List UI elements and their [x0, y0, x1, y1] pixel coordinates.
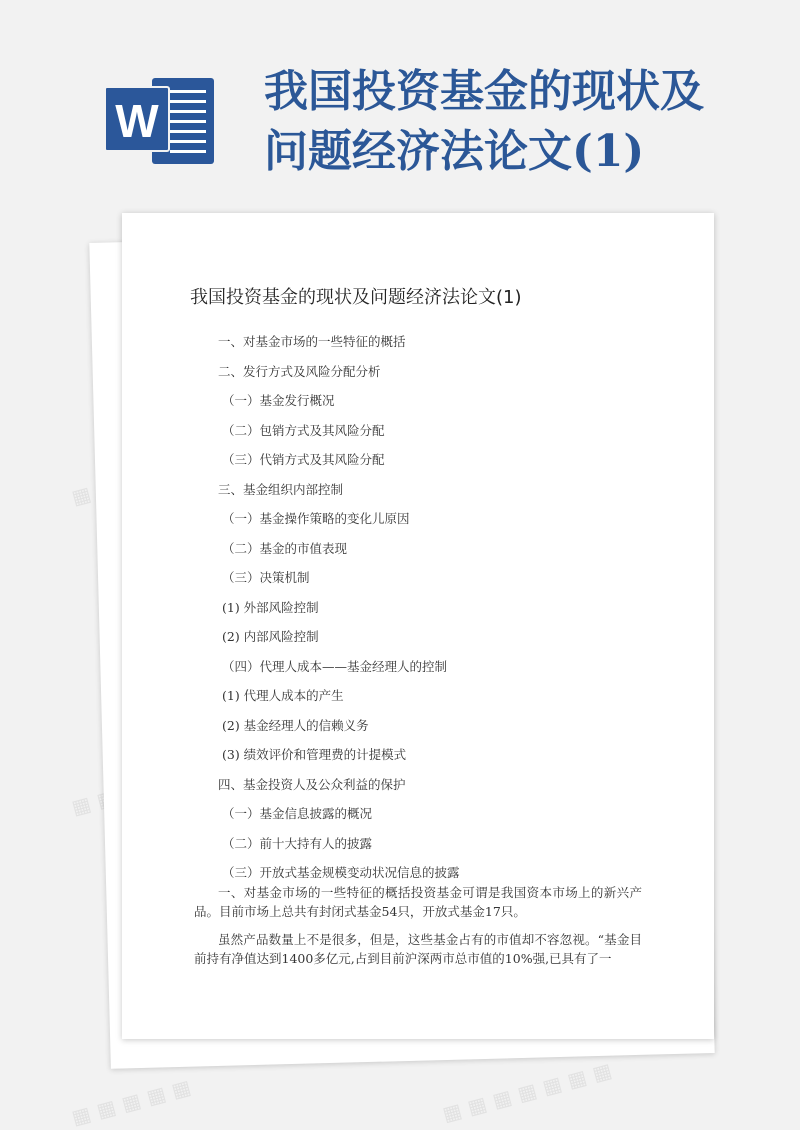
- outline-item: (1) 代理人成本的产生: [222, 688, 344, 703]
- document-title: 我国投资基金的现状及问题经济法论文(1): [190, 287, 522, 308]
- outline-item: 四、基金投资人及公众利益的保护: [218, 776, 406, 792]
- outline-item: （一）基金操作策略的变化儿原因: [222, 511, 410, 526]
- watermark: ▦: [68, 481, 94, 510]
- outline-item: 二、发行方式及风险分配分析: [218, 363, 381, 379]
- outline-item: (3) 绩效评价和管理费的计提模式: [222, 747, 407, 762]
- word-logo-icon: [104, 76, 216, 166]
- outline-item: (2) 内部风险控制: [222, 629, 319, 644]
- outline-item: （一）基金发行概况: [222, 393, 335, 408]
- banner-title-line-1: 我国投资基金的现状及: [264, 66, 704, 117]
- outline-item: （三）代销方式及其风险分配: [222, 452, 385, 467]
- word-w-icon: W: [104, 86, 170, 152]
- watermark: ▦ ▦ ▦ ▦ ▦ ▦ ▦: [439, 1057, 615, 1127]
- body-paragraph: 虽然产品数量上不是很多，但是，这些基金占有的市值却不容忽视。“基金目前持有净值达到1400多亿元,占到目前沪深两市总市值的10%强,已具有了一: [194, 932, 642, 966]
- outline-item: (1) 外部风险控制: [222, 599, 319, 615]
- outline-item: （三）决策机制: [222, 570, 310, 585]
- outline-item: （二）前十大持有人的披露: [222, 835, 373, 851]
- outline-list: [122, 327, 460, 888]
- outline-item: （四）代理人成本——基金经理人的控制: [222, 658, 448, 674]
- body-paragraph: 一、对基金市场的一些特征的概括投资基金可谓是我国资本市场上的新兴产品。目前市场上总共有封闭式基金54只，开放式基金17只。: [194, 885, 642, 919]
- outline-item: （三）开放式基金规模变动状况信息的披露: [222, 865, 460, 880]
- watermark: ▦ ▦ ▦ ▦ ▦: [68, 1074, 194, 1130]
- banner-title-line-2: 问题经济法论文(1): [264, 126, 645, 177]
- banner-title: [264, 62, 784, 182]
- outline-item: （二）包销方式及其风险分配: [222, 422, 385, 438]
- watermark: ▦: [68, 791, 94, 820]
- document-page: [122, 213, 714, 1039]
- outline-item: （一）基金信息披露的概况: [222, 806, 373, 821]
- outline-item: (2) 基金经理人的信赖义务: [222, 717, 369, 733]
- outline-item: 三、基金组织内部控制: [218, 481, 344, 497]
- outline-item: （二）基金的市值表现: [222, 540, 348, 556]
- outline-item: 一、对基金市场的一些特征的概括: [218, 334, 406, 349]
